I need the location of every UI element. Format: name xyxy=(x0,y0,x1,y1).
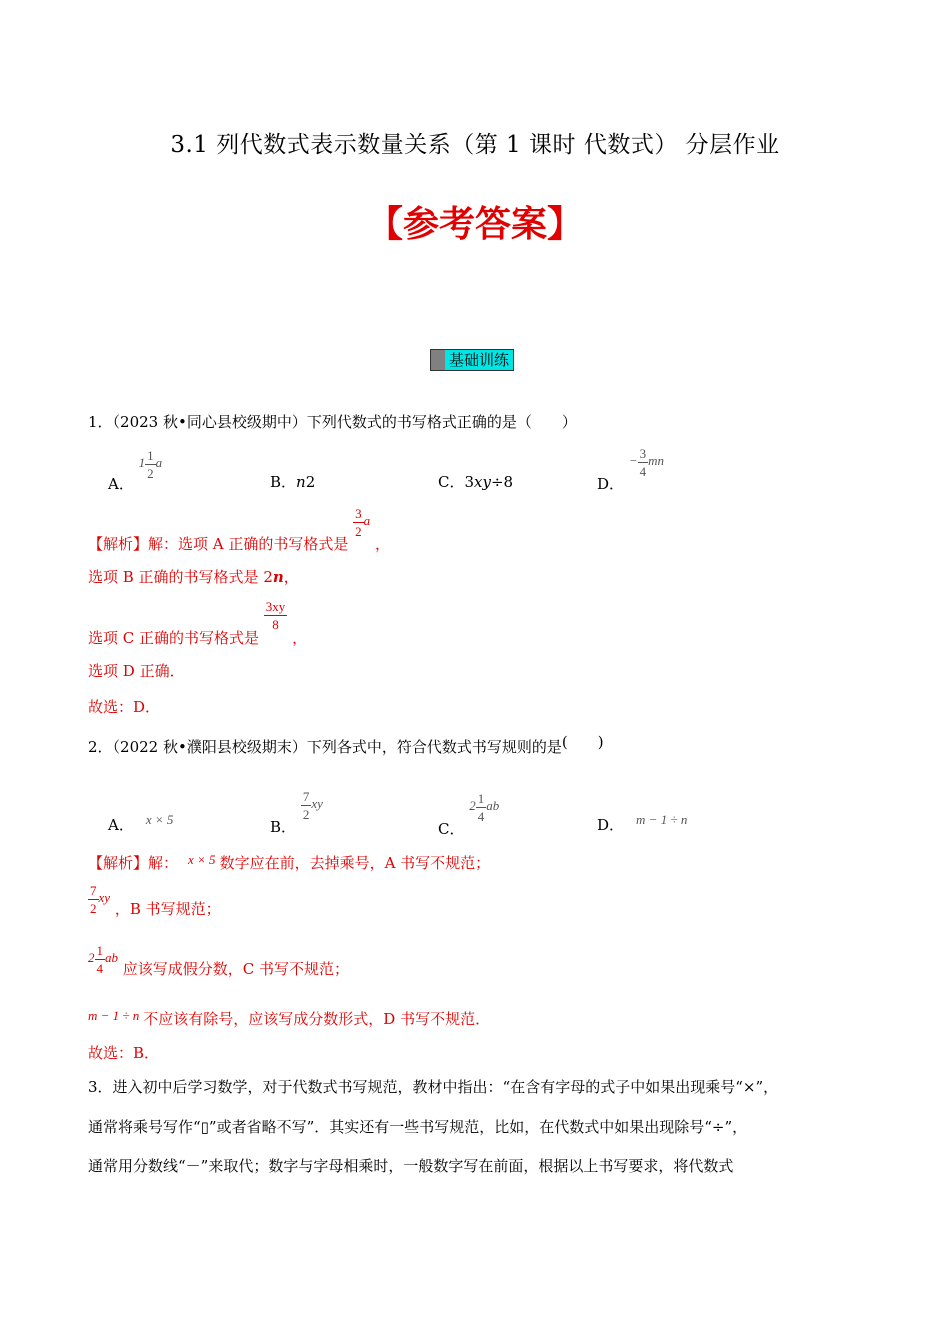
q1-answer: 故选：D． xyxy=(88,698,161,716)
question-3-line-1: 3．进入初中后学习数学，对于代数式书写规范，教材中指出：“在含有字母的式子中如果出现乘号“×”， xyxy=(88,1078,779,1096)
q1-analysis-line-1: 【解析】解：选项 A 正确的书写格式是 $\frac{3}{2}$ a ， xyxy=(88,506,390,554)
q2-option-a: A． x × 5 xyxy=(108,812,174,834)
question-2-stem: 2．（2022 秋•濮阳县校级期末）下列各式中，符合代数式书写规则的是( ) xyxy=(88,733,604,756)
q2-analysis-line-2: $\frac{7}{2}$ xy ，B 书写规范； xyxy=(90,883,221,919)
q1-option-a-formula: 1 $\frac{1}{2}$ a xyxy=(138,448,163,481)
q1-option-a: A． 1 $\frac{1}{2}$ a xyxy=(108,448,163,494)
q2-option-c: C． 2 $\frac{1}{4}$ ab xyxy=(438,791,500,839)
q1-analysis-line-4: 选项 D 正确． xyxy=(88,662,185,680)
question-1-stem: 1．（2023 秋•同心县校级期中）下列代数式的书写格式正确的是（ ） xyxy=(88,413,577,431)
answer-key-heading: 【参考答案】 xyxy=(366,204,583,245)
q2-option-d: D． m − 1 ÷ n xyxy=(597,812,688,834)
q1-analysis-line-3: 选项 C 正确的书写格式是 $\frac{3xy}{8}$ ， xyxy=(88,599,308,648)
page-title: 3.1 列代数式表示数量关系（第 1 课时 代数式） 分层作业 xyxy=(170,132,780,158)
section-label-text: 基础训练 xyxy=(445,350,513,370)
question-3-line-3: 通常用分数线“－”来取代；数字与字母相乘时，一般数字写在前面，根据以上书写要求，将代数式 xyxy=(88,1157,734,1175)
q2-analysis-line-4: m − 1 ÷ n 不应该有除号，应该写成分数形式，D 书写不规范． xyxy=(88,1008,491,1028)
q1-option-b: B．n2 xyxy=(270,473,316,491)
section-label-basic-training xyxy=(430,349,514,371)
question-3-line-2: 通常将乘号写作“▯”或者省略不写”．其实还有一些书写规范，比如，在代数式中如果出现除号“÷”， xyxy=(88,1118,748,1136)
q1-option-d: D． − $\frac{3}{4}$ mn xyxy=(597,446,664,494)
q1-option-c: C．3xy÷8 xyxy=(438,473,514,491)
q2-analysis-line-1: 【解析】解： x × 5 数字应在前，去掉乘号，A 书写不规范； xyxy=(88,852,491,872)
q2-option-b: B． $\frac{7}{2}$ xy xyxy=(270,789,323,837)
section-marker xyxy=(431,350,445,370)
q1-analysis-line-2: 选项 B 正确的书写格式是 2n， xyxy=(88,568,299,586)
q1-option-d-formula: − $\frac{3}{4}$ mn xyxy=(628,446,664,479)
q2-analysis-line-3: 2 $\frac{1}{4}$ ab 应该写成假分数，C 书写不规范； xyxy=(88,943,350,979)
q2-answer: 故选：B． xyxy=(88,1044,160,1062)
